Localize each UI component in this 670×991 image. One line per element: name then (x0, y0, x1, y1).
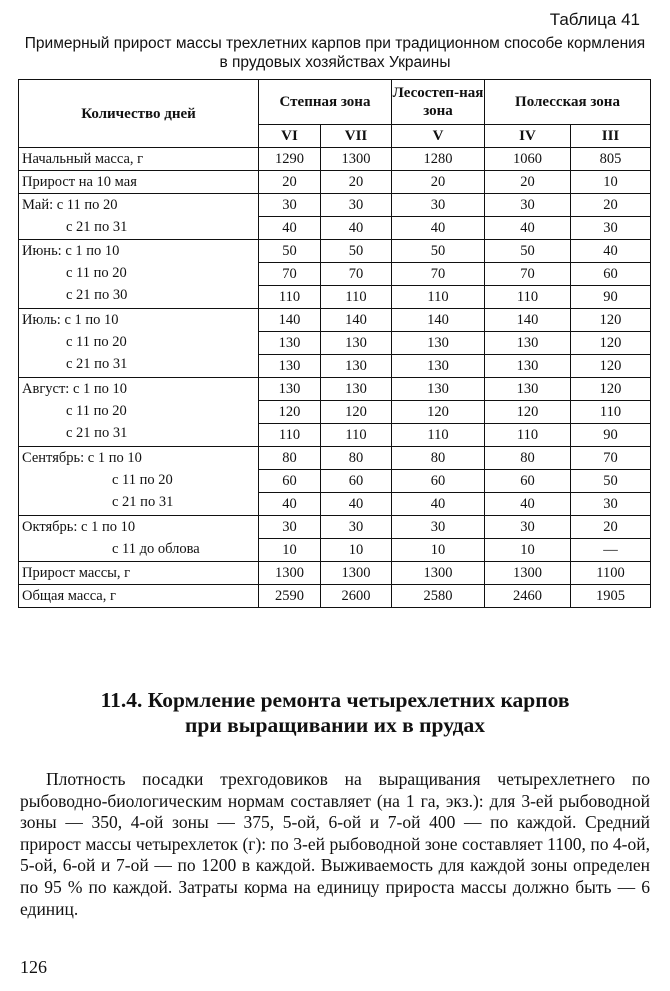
value-cell: 120 (259, 401, 321, 424)
value-cell: 130 (485, 378, 571, 401)
row-label-line: Общая масса, г (22, 588, 116, 604)
value-cell: 50 (259, 240, 321, 263)
row-label (19, 585, 259, 608)
value-cell: 120 (571, 309, 651, 332)
value-cell: 120 (321, 401, 392, 424)
value-cell: 130 (259, 332, 321, 355)
row-label-line: с 21 по 31 (66, 219, 128, 235)
row-label-line: Август: с 1 по 10 (22, 381, 128, 397)
table-row (19, 148, 651, 171)
table-row (19, 378, 651, 401)
value-cell: — (571, 539, 651, 562)
body-paragraph: Плотность посадки трехгодовиков на выращивания четырехлетнего по рыбоводно-биологическим нормам составляет (на 1 га, экз.): для 3-ей рыбоводной зоны — 350, 4-ой зоны — 375, 5-ой, 6-ой и 7-ой 400 — по каждой. Средний прирост массы четырехлеток (г): по 3-ей рыбоводной зоне составляет 1100, по 4-ой, 5-ой, 6-ой и 7-ой — по 1200 в каждой. Выживаемость для каждой зоны определен по 95 % по каждой. Затраты корма на единицу прироста массы должно быть — 6 единиц. (20, 769, 650, 919)
value-cell: 110 (321, 424, 392, 447)
value-cell: 80 (485, 447, 571, 470)
header-zone-steppe: Степная зона (259, 80, 392, 125)
value-cell: 1300 (259, 562, 321, 585)
value-cell: 30 (259, 516, 321, 539)
value-cell: 80 (392, 447, 485, 470)
section-title (0, 688, 670, 738)
value-cell: 40 (571, 240, 651, 263)
value-cell: 20 (571, 194, 651, 217)
row-label-line: Прирост массы, г (22, 565, 131, 581)
table-row (19, 516, 651, 539)
value-cell: 140 (485, 309, 571, 332)
value-cell: 120 (571, 332, 651, 355)
value-cell: 40 (485, 217, 571, 240)
value-cell: 130 (485, 355, 571, 378)
header-sub-vii: VII (321, 125, 392, 148)
row-label-line: с 21 по 31 (66, 356, 128, 372)
data-table (18, 79, 651, 608)
row-label-line: Начальный масса, г (22, 151, 144, 167)
section-title-line-2: при выращивании их в прудах (185, 713, 485, 737)
row-label-line: с 11 до облова (112, 541, 200, 557)
value-cell: 70 (392, 263, 485, 286)
value-cell: 80 (259, 447, 321, 470)
value-cell: 90 (571, 286, 651, 309)
table-caption: Примерный прирост массы трехлетних карпов при традиционном способе кормления в прудовых хозяйствах Украины (24, 35, 646, 71)
table-row (19, 309, 651, 332)
row-label-line: Прирост на 10 мая (22, 174, 137, 190)
row-label-line: Июль: с 1 по 10 (22, 312, 119, 328)
table-row (19, 194, 651, 217)
value-cell: 120 (485, 401, 571, 424)
value-cell: 80 (321, 447, 392, 470)
row-label (19, 378, 259, 447)
value-cell: 130 (392, 355, 485, 378)
value-cell: 90 (571, 424, 651, 447)
value-cell: 70 (321, 263, 392, 286)
value-cell: 60 (321, 470, 392, 493)
value-cell: 70 (485, 263, 571, 286)
value-cell: 140 (259, 309, 321, 332)
value-cell: 20 (571, 516, 651, 539)
row-label (19, 148, 259, 171)
value-cell: 130 (321, 332, 392, 355)
value-cell: 50 (571, 470, 651, 493)
row-label (19, 194, 259, 240)
value-cell: 40 (392, 493, 485, 516)
value-cell: 50 (321, 240, 392, 263)
value-cell: 2600 (321, 585, 392, 608)
header-sub-iii: III (571, 125, 651, 148)
row-label (19, 240, 259, 309)
table-row (19, 240, 651, 263)
value-cell: 110 (485, 424, 571, 447)
value-cell: 1280 (392, 148, 485, 171)
value-cell: 2590 (259, 585, 321, 608)
section-title-line-1: 11.4. Кормление ремонта четырехлетних карпов (100, 688, 570, 712)
row-label-line: Сентябрь: с 1 по 10 (22, 450, 142, 466)
header-zone-polesie: Полесская зона (485, 80, 651, 125)
value-cell: 60 (259, 470, 321, 493)
value-cell: 20 (392, 171, 485, 194)
value-cell: 120 (571, 378, 651, 401)
row-label-line: Май: с 11 по 20 (22, 197, 118, 213)
value-cell: 10 (392, 539, 485, 562)
value-cell: 60 (571, 263, 651, 286)
row-label (19, 309, 259, 378)
value-cell: 1300 (321, 562, 392, 585)
row-label (19, 516, 259, 562)
header-sub-iv: IV (485, 125, 571, 148)
value-cell: 60 (485, 470, 571, 493)
value-cell: 130 (259, 355, 321, 378)
value-cell: 30 (321, 194, 392, 217)
value-cell: 10 (321, 539, 392, 562)
value-cell: 1060 (485, 148, 571, 171)
header-zone-forest-steppe: Лесостеп-ная зона (392, 80, 485, 125)
value-cell: 1100 (571, 562, 651, 585)
table-number: Таблица 41 (549, 10, 640, 29)
row-label-line: с 21 по 31 (112, 494, 174, 510)
value-cell: 40 (259, 493, 321, 516)
value-cell: 20 (259, 171, 321, 194)
value-cell: 10 (259, 539, 321, 562)
value-cell: 40 (321, 493, 392, 516)
row-label-line: с 11 по 20 (66, 265, 127, 281)
value-cell: 120 (392, 401, 485, 424)
value-cell: 50 (392, 240, 485, 263)
table-row (19, 562, 651, 585)
row-label-line: с 21 по 30 (66, 287, 128, 303)
value-cell: 110 (392, 286, 485, 309)
table-body (19, 148, 651, 608)
value-cell: 110 (485, 286, 571, 309)
row-label-line: с 11 по 20 (112, 472, 173, 488)
row-label-line: с 11 по 20 (66, 334, 127, 350)
value-cell: 40 (321, 217, 392, 240)
value-cell: 110 (259, 286, 321, 309)
row-label-line: Июнь: с 1 по 10 (22, 243, 120, 259)
value-cell: 40 (392, 217, 485, 240)
value-cell: 130 (259, 378, 321, 401)
value-cell: 1290 (259, 148, 321, 171)
value-cell: 20 (321, 171, 392, 194)
value-cell: 30 (392, 516, 485, 539)
value-cell: 110 (392, 424, 485, 447)
value-cell: 10 (571, 171, 651, 194)
row-label-line: с 21 по 31 (66, 425, 128, 441)
value-cell: 40 (485, 493, 571, 516)
value-cell: 30 (321, 516, 392, 539)
value-cell: 130 (392, 332, 485, 355)
value-cell: 60 (392, 470, 485, 493)
value-cell: 70 (259, 263, 321, 286)
value-cell: 40 (259, 217, 321, 240)
header-sub-v: V (392, 125, 485, 148)
row-label-line: Октябрь: с 1 по 10 (22, 519, 136, 535)
header-sub-vi: VI (259, 125, 321, 148)
row-label-line: с 11 по 20 (66, 403, 127, 419)
value-cell: 1905 (571, 585, 651, 608)
value-cell: 1300 (392, 562, 485, 585)
value-cell: 1300 (485, 562, 571, 585)
value-cell: 10 (485, 539, 571, 562)
header-days: Количество дней (19, 80, 259, 148)
value-cell: 30 (485, 194, 571, 217)
table-row (19, 171, 651, 194)
value-cell: 130 (392, 378, 485, 401)
value-cell: 140 (321, 309, 392, 332)
value-cell: 805 (571, 148, 651, 171)
value-cell: 20 (485, 171, 571, 194)
value-cell: 110 (259, 424, 321, 447)
value-cell: 130 (485, 332, 571, 355)
value-cell: 2460 (485, 585, 571, 608)
value-cell: 30 (571, 493, 651, 516)
row-label (19, 447, 259, 516)
page-number: 126 (20, 957, 47, 977)
row-label (19, 562, 259, 585)
value-cell: 120 (571, 355, 651, 378)
value-cell: 2580 (392, 585, 485, 608)
value-cell: 110 (321, 286, 392, 309)
row-label (19, 171, 259, 194)
value-cell: 30 (259, 194, 321, 217)
value-cell: 130 (321, 378, 392, 401)
table-row (19, 447, 651, 470)
value-cell: 30 (571, 217, 651, 240)
value-cell: 110 (571, 401, 651, 424)
value-cell: 140 (392, 309, 485, 332)
value-cell: 130 (321, 355, 392, 378)
value-cell: 30 (485, 516, 571, 539)
value-cell: 70 (571, 447, 651, 470)
value-cell: 30 (392, 194, 485, 217)
value-cell: 1300 (321, 148, 392, 171)
value-cell: 50 (485, 240, 571, 263)
table-row (19, 585, 651, 608)
